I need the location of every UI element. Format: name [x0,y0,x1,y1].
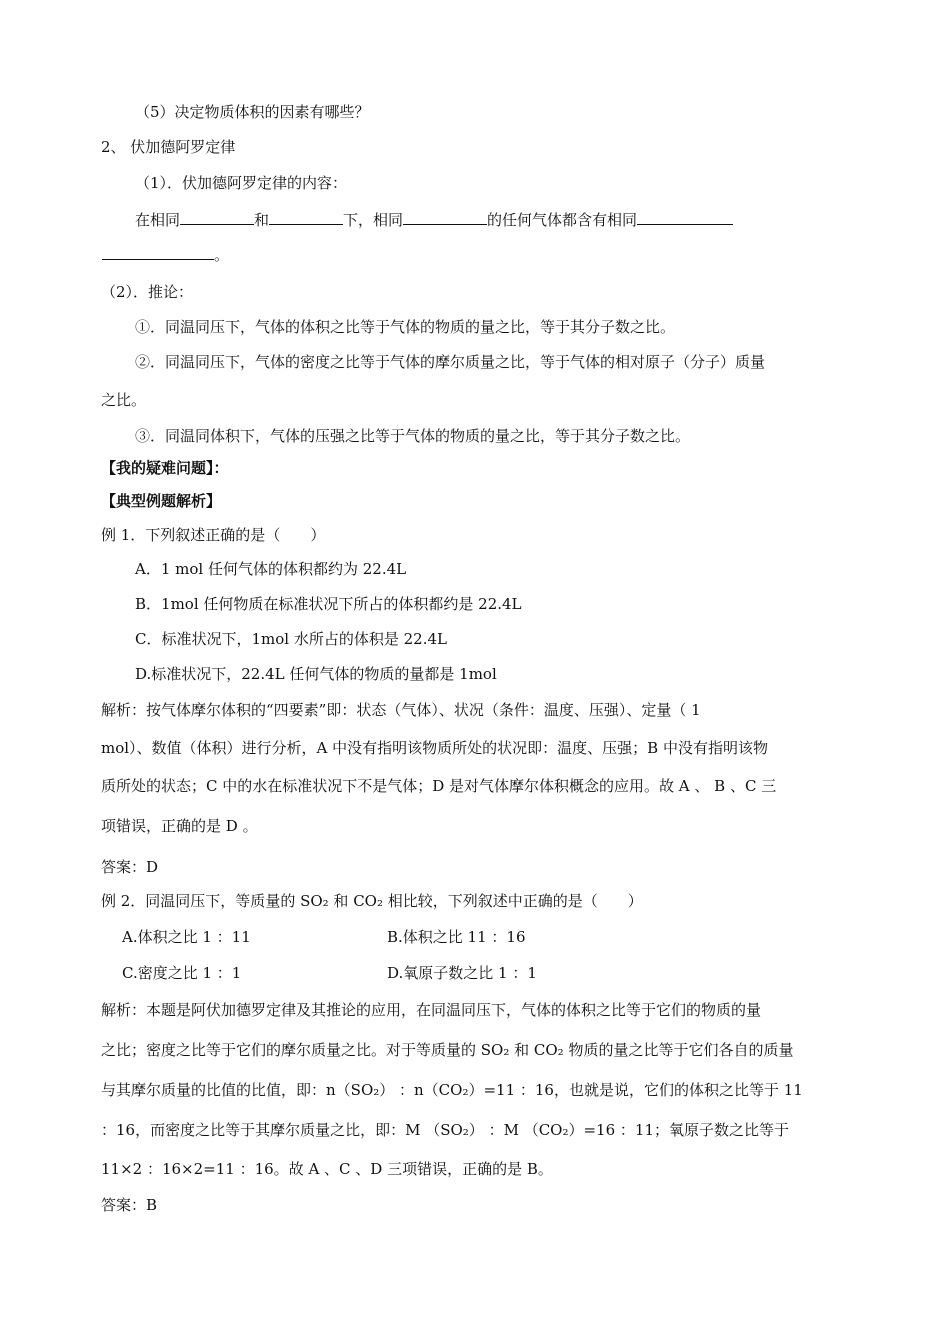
example-1-analysis-3: 质所处的状态；C 中的水在标准状况下不是气体；D 是对气体摩尔体积概念的应用。故 A 、 B 、C 三 [101,777,777,795]
example-1-answer: 答案：D [101,858,159,876]
example-1-option-a: A．1 mol 任何气体的体积都约为 22.4L [135,560,407,578]
fill-end: 。 [214,246,230,264]
question-5: （5）决定物质体积的因素有哪些？ [135,103,370,121]
my-difficulty-heading: 【我的疑难问题】： [101,459,229,477]
example-2-analysis-4: ：16，而密度之比等于其摩尔质量之比，即：M （SO₂） ：M （CO₂）=16 ：11；氧原子数之比等于 [101,1121,789,1139]
fill-blank-continuation [102,244,229,266]
fill-text-3: 下，相同 [343,211,404,229]
blank-2 [269,209,343,225]
example-1-option-d: D.标准状况下，22.4L 任何气体的物质的量都是 1mol [135,665,497,683]
fill-blank-sentence [135,209,733,231]
example-2-question: 例 2．同温同压下，等质量的 SO₂ 和 CO₂ 相比较，下列叙述中正确的是（ ） [101,892,643,910]
section-2-2: （2）．推论： [101,283,194,301]
example-1-option-c: C．标准状况下，1mol 水所占的体积是 22.4L [135,630,447,648]
blank-5 [102,244,214,260]
example-1-analysis-1: 解析：按气体摩尔体积的“四要素”即：状态（气体）、状况（条件：温度、压强）、定量（ 1 [101,701,701,719]
example-2-analysis-5: 11×2 ：16×2=11 ：16。故 A 、C 、D 三项错误，正确的是 B。 [101,1160,553,1178]
fill-text-1: 在相同 [135,211,181,229]
inference-3: ③．同温同体积下，气体的压强之比等于气体的物质的量之比，等于其分子数之比。 [135,427,691,445]
example-2-analysis-1: 解析：本题是阿伏加德罗定律及其推论的应用，在同温同压下，气体的体积之比等于它们的物质的量 [101,1001,762,1019]
inference-2-cont: 之比。 [101,391,147,409]
fill-text-4: 的任何气体都含有相同 [487,211,638,229]
example-2-analysis-2: 之比；密度之比等于它们的摩尔质量之比。对于等质量的 SO₂ 和 CO₂ 物质的量之比等于它们各自的质量 [101,1041,794,1059]
inference-2: ②．同温同压下，气体的密度之比等于气体的摩尔质量之比，等于气体的相对原子（分子）质量 [135,353,766,371]
fill-text-2: 和 [254,211,270,229]
example-1-option-b: B．1mol 任何物质在标准状况下所占的体积都约是 22.4L [135,595,522,613]
example-1-question: 例 1．下列叙述正确的是（ ） [101,526,326,544]
example-2-answer: 答案：B [101,1196,158,1214]
example-2-option-a: A.体积之比 1 ：11 [122,928,251,946]
example-2-option-d: D.氧原子数之比 1 ：1 [387,964,537,982]
blank-3 [403,209,487,225]
example-2-option-c: C.密度之比 1 ：1 [122,964,242,982]
example-1-analysis-4: 项错误，正确的是 D 。 [101,817,258,835]
example-2-option-b: B.体积之比 11 ：16 [387,928,526,946]
typical-examples-heading: 【典型例题解析】 [101,492,222,510]
blank-1 [180,209,254,225]
inference-1: ①．同温同压下，气体的体积之比等于气体的物质的量之比，等于其分子数之比。 [135,318,676,336]
section-2-1: （1）．伏加德阿罗定律的内容： [135,174,348,192]
example-1-analysis-2: mol）、数值（体积）进行分析，A 中没有指明该物质所处的状况即：温度、压强；B 中没有指明该物 [101,739,768,757]
blank-4 [637,209,733,225]
example-2-analysis-3: 与其摩尔质量的比值的比值，即：n（SO₂） ：n（CO₂）=11 ：16，也就是说，它们的体积之比等于 11 [101,1081,803,1099]
section-2-title: 2、 伏加德阿罗定律 [101,138,236,156]
